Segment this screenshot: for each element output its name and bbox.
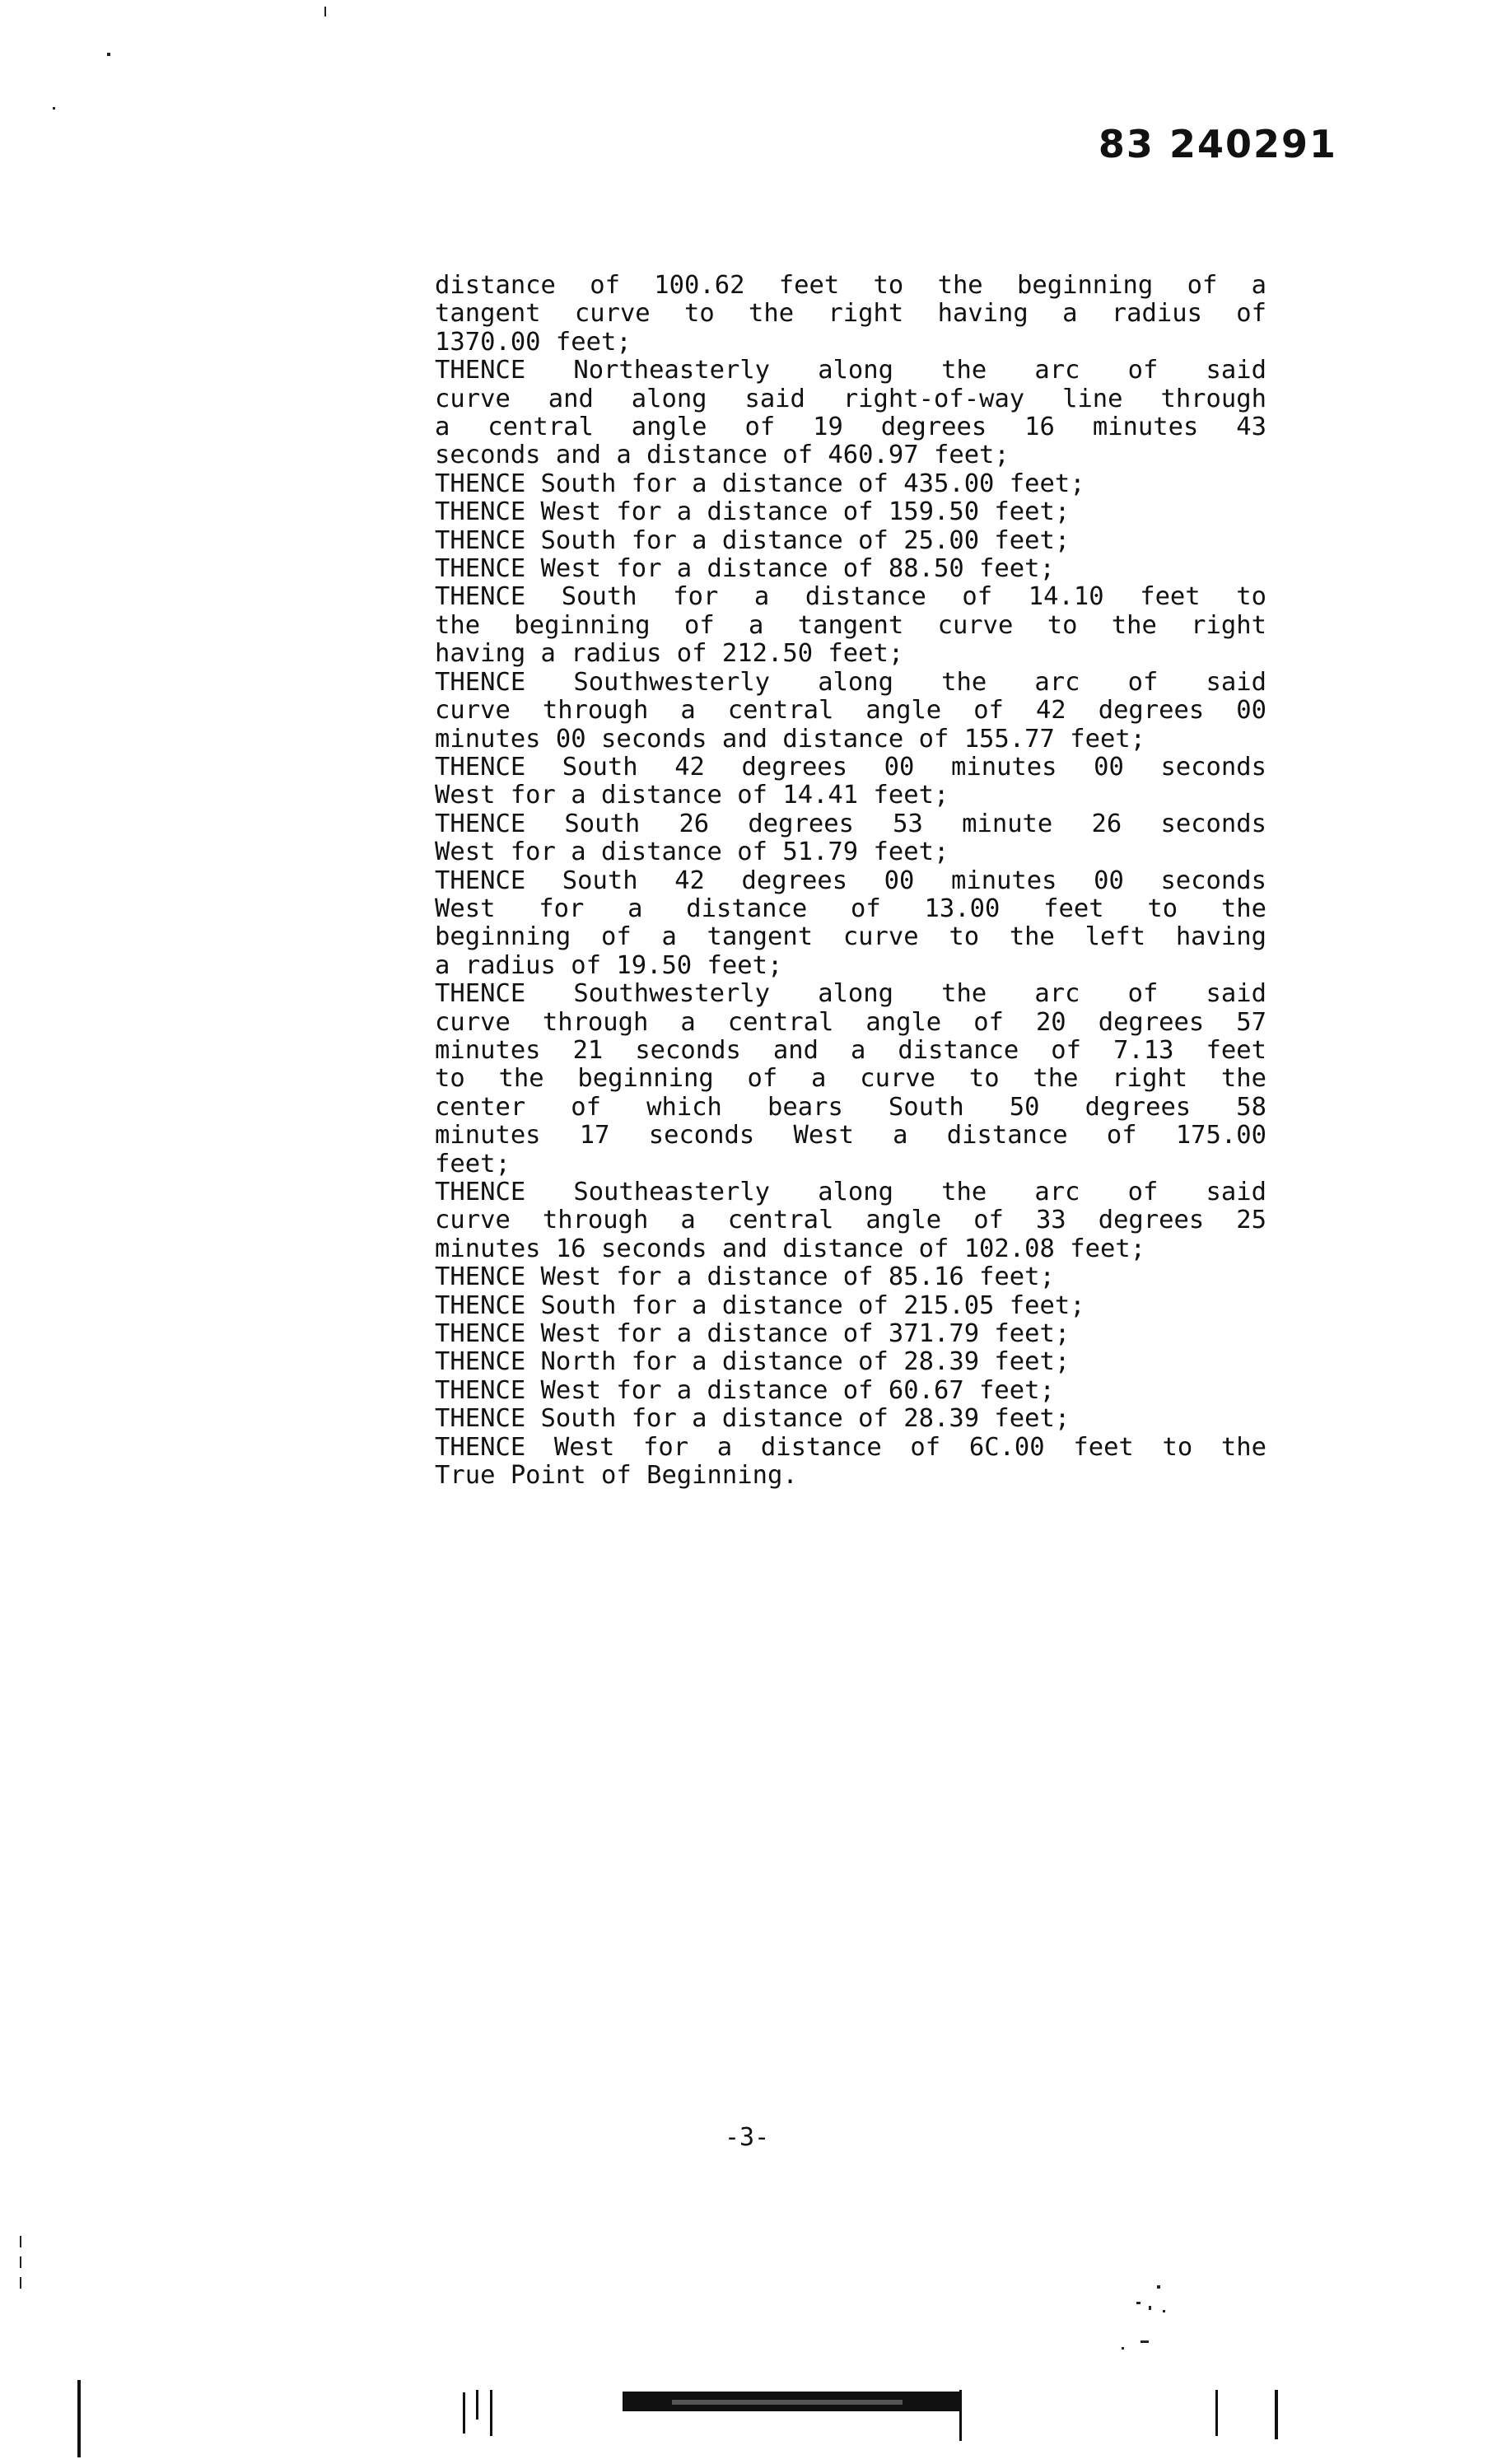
text-line: the beginning of a tangent curve to the right: [435, 610, 1266, 640]
scan-speck: [1157, 2285, 1160, 2289]
scan-speck: [1163, 2310, 1165, 2312]
text-line: feet;: [435, 1149, 511, 1178]
scan-speck: [107, 53, 110, 56]
text-line: tangent curve to the right having a radius of: [435, 299, 1266, 329]
legal-description-text: [435, 272, 1266, 1490]
scan-speck: [1136, 2302, 1140, 2304]
text-line: curve and along said right-of-way line through: [435, 384, 1266, 413]
text-line: West for a distance of 51.79 feet;: [435, 838, 949, 867]
scan-speck: [1149, 2306, 1151, 2310]
text-line: a radius of 19.50 feet;: [435, 950, 783, 980]
text-line: 1370.00 feet;: [435, 327, 632, 357]
text-line: curve through a central angle of 20 degrees 57: [435, 1007, 1266, 1037]
text-line: THENCE Southwesterly along the arc of said: [435, 979, 1266, 1009]
text-line: THENCE Northeasterly along the arc of said: [435, 356, 1266, 385]
text-line: minutes 00 seconds and distance of 155.77 feet;: [435, 724, 1146, 754]
text-line: THENCE South for a distance of 28.39 feet;: [435, 1404, 1071, 1434]
text-line: THENCE Southeasterly along the arc of said: [435, 1178, 1266, 1206]
scan-bar: [476, 2390, 478, 2420]
scan-speck: [20, 2256, 21, 2268]
scan-speck: [20, 2236, 21, 2247]
text-line: THENCE North for a distance of 28.39 feet;: [435, 1347, 1071, 1377]
scan-bar: [463, 2392, 465, 2434]
scan-speck: [53, 107, 55, 110]
text-line: having a radius of 212.50 feet;: [435, 639, 904, 669]
scan-speck: [1122, 2347, 1124, 2350]
text-line: minutes 21 seconds and a distance of 7.13 feet: [435, 1035, 1266, 1065]
text-line: seconds and a distance of 460.97 feet;: [435, 441, 1010, 470]
text-line: THENCE West for a distance of 60.67 feet;: [435, 1375, 1055, 1405]
text-line: THENCE South for a distance of 14.10 feet to: [435, 582, 1266, 612]
scan-bar: [1215, 2390, 1218, 2436]
text-line: a central angle of 19 degrees 16 minutes 43: [435, 413, 1266, 442]
text-line: curve through a central angle of 33 degrees 25: [435, 1206, 1266, 1235]
text-line: THENCE West for a distance of 85.16 feet;: [435, 1262, 1055, 1292]
text-line: to the beginning of a curve to the right the: [435, 1064, 1266, 1094]
scan-speck: [1140, 2340, 1149, 2343]
text-line: THENCE South 42 degrees 00 minutes 00 seconds: [435, 866, 1266, 895]
text-line: curve through a central angle of 42 degrees 00: [435, 696, 1266, 726]
scan-bar: [490, 2390, 492, 2436]
text-line: THENCE South for a distance of 25.00 feet;: [435, 525, 1071, 555]
text-line: THENCE West for a distance of 6C.00 feet to the: [435, 1432, 1266, 1462]
text-line: THENCE South 26 degrees 53 minute 26 seconds: [435, 809, 1266, 838]
text-line: beginning of a tangent curve to the left having: [435, 922, 1266, 952]
scan-bar: [959, 2390, 962, 2441]
text-line: distance of 100.62 feet to the beginning of a: [435, 271, 1266, 300]
document-number: 83 240291: [1098, 122, 1337, 166]
scan-speck: [324, 7, 326, 16]
page-number: -3-: [725, 2123, 770, 2152]
text-line: minutes 17 seconds West a distance of 175.00: [435, 1121, 1266, 1150]
scan-bar: [1275, 2390, 1278, 2439]
text-line: West for a distance of 14.41 feet;: [435, 781, 949, 810]
text-line: THENCE West for a distance of 159.50 feet;: [435, 497, 1071, 527]
text-line: West for a distance of 13.00 feet to the: [435, 894, 1266, 923]
text-line: center of which bears South 50 degrees 58: [435, 1092, 1266, 1122]
text-line: THENCE West for a distance of 88.50 feet;: [435, 554, 1055, 584]
text-line: THENCE West for a distance of 371.79 feet;: [435, 1319, 1071, 1349]
scan-bar: [77, 2380, 81, 2457]
text-line: THENCE South for a distance of 215.05 feet;: [435, 1290, 1085, 1320]
text-line: THENCE Southwesterly along the arc of said: [435, 667, 1266, 697]
text-line: True Point of Beginning.: [435, 1461, 798, 1491]
text-line: minutes 16 seconds and distance of 102.08 feet;: [435, 1234, 1146, 1263]
text-line: THENCE South 42 degrees 00 minutes 00 seconds: [435, 752, 1266, 782]
scan-speck: [20, 2277, 21, 2289]
scan-strip: [623, 2392, 962, 2411]
text-line: THENCE South for a distance of 435.00 feet;: [435, 469, 1085, 498]
